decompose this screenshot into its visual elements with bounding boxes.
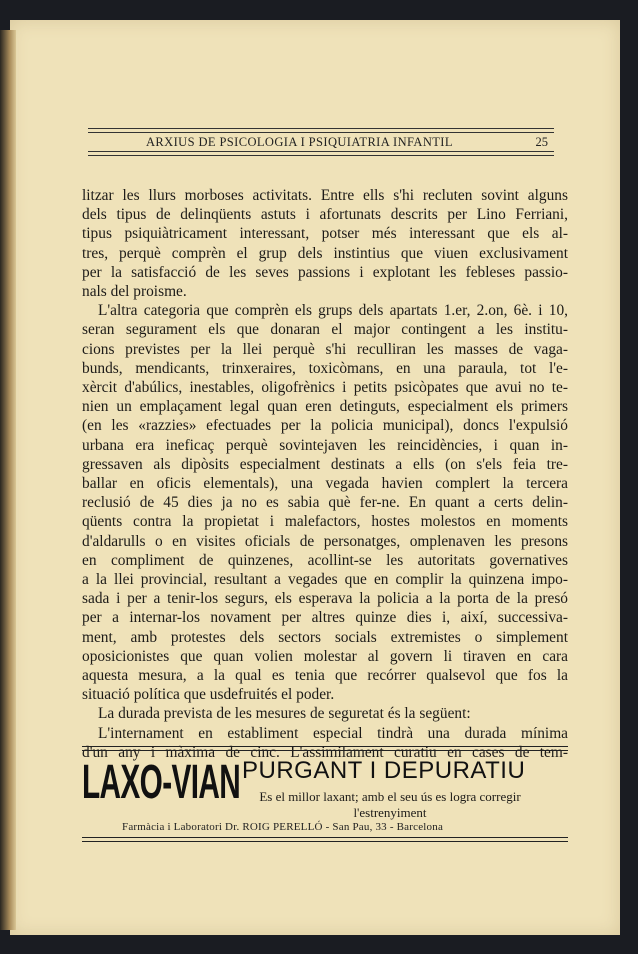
text-line: per la satisfacció de les seves passions i explotant les febleses passio- <box>82 263 568 281</box>
text-line: gressaven als dipòsits especialment destinats a ells (on s'els feia tre- <box>82 455 568 473</box>
text-line: oposicionistes que quan volien molestar al govern li tiraven en cara <box>82 647 568 665</box>
text-line: d'aldarulls o en visites oficials de personatges, omplenaven les presons <box>82 532 568 550</box>
text-line: qüents contra la propietat i malefactors, hostes molestos en moments <box>82 513 568 531</box>
text-line: situació política que usdefruités el poder. <box>82 686 335 704</box>
page-number: 25 <box>535 135 548 149</box>
advertisement <box>82 746 568 842</box>
journal-title: ARXIUS DE PSICOLOGIA I PSIQUIATRIA INFANTIL <box>146 135 453 149</box>
text-line: per a internar-los novament per altres quinze dies i, així, successiva- <box>82 609 568 627</box>
article-body <box>82 186 568 762</box>
text-line: tres, perquè comprèn el grup dels instintius que viuen exclusivament <box>82 244 568 262</box>
text-line: (en les «razzies» efectuades per la policia municipal), doncs l'expulsió <box>82 417 568 435</box>
text-line: ballar en oficis elementals), una vegada havien complert la tercera <box>82 475 568 493</box>
text-line: bunds, mendicants, trinxeraires, toxicòmans, en una paraula, tot l'e- <box>82 359 568 377</box>
text-line: nien un emplaçament legal quan eren detinguts, especialment els primers <box>82 398 568 416</box>
book-spine <box>0 30 16 930</box>
text-line: L'internament en establiment especial tindrà una durada mínima <box>98 724 568 742</box>
text-line: urbana era ineficaç perquè sovintejaven les reincidències, i quan in- <box>82 436 568 454</box>
text-line: seran segurament els que donaran el major contingent a les institu- <box>82 321 568 339</box>
text-line: cions previstes per la llei perquè s'hi reculliran les masses de vaga- <box>82 340 568 358</box>
text-line: a la llei provincial, resultant a vegades que en complir la quinzena impo- <box>82 571 568 589</box>
running-header <box>88 128 554 156</box>
text-line: dels tipus de delinqüents astuts i afortunats descrits per Lino Ferriani, <box>82 206 568 224</box>
ad-description: Es el millor laxant; amb el seu ús es logra corregir l'estrenyiment <box>259 789 521 820</box>
text-line: d'un any i màxima de cinc. L'assimilament curatiu en cases de tem- <box>82 743 568 761</box>
text-line: L'altra categoria que comprèn els grups dels apartats 1.er, 2.on, 6è. i 10, <box>98 302 568 320</box>
ad-brand-name: LAXO-VIAN <box>82 756 241 809</box>
text-line: nals del proisme. <box>82 283 187 301</box>
text-line: La durada prevista de les mesures de seguretat és la següent: <box>98 705 471 723</box>
text-line: aquesta mesura, a la qual es tenia que recórrer qualsevol que fos la <box>82 667 568 685</box>
text-line: en compliment de quinzenes, acollint-se les autoritats governatives <box>82 551 568 569</box>
text-line: tipus psiquiàtricament interessant, potser més interessant que els al- <box>82 225 568 243</box>
text-line: sada i per a tenir-los segurs, els esperava la policia a la porta de la presó <box>82 590 568 608</box>
ad-footer: Farmàcia i Laboratori Dr. ROIG PERELLÓ - San Pau, 33 - Barcelona <box>122 821 444 833</box>
text-line: reclusió de 45 dies ja no es sabia què fer-ne. En quant a certs delin- <box>82 494 568 512</box>
text-line: xèrcit d'abúlics, inestables, oligofrènics i petits psicòpates que avui no te- <box>82 379 568 397</box>
ad-headline: PURGANT I DEPURATIU <box>242 757 526 784</box>
text-line: litzar les llurs morboses activitats. Entre ells s'hi recluten sovint alguns <box>82 187 568 204</box>
text-line: ment, amb protestes dels sectors socials extremistes o simplement <box>82 628 568 646</box>
